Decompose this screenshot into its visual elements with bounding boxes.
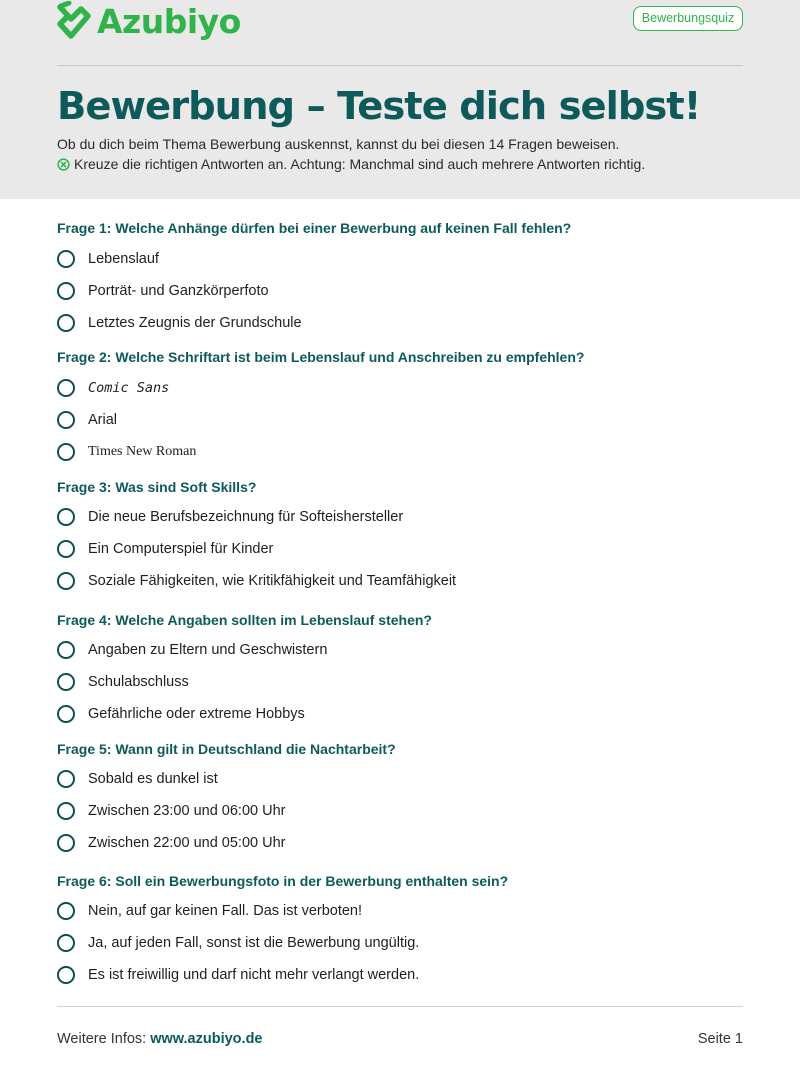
radio-button[interactable] [57,902,75,920]
answer-label: Schulabschluss [88,674,189,690]
instruction-label: Kreuze die richtigen Antworten an. Achtung: Manchmal sind auch mehrere Antworten richtig. [74,156,646,172]
radio-button[interactable] [57,508,75,526]
quiz-badge: Bewerbungsquiz [633,6,743,31]
answer-label: Lebenslauf [88,251,159,267]
radio-button[interactable] [57,540,75,558]
answer-label: Die neue Berufsbezeichnung für Softeishersteller [88,509,404,525]
answer-label: Soziale Fähigkeiten, wie Kritikfähigkeit und Teamfähigkeit [88,573,457,589]
answer-label: Angaben zu Eltern und Geschwistern [88,642,328,658]
question-5-answer-2[interactable] [57,801,286,821]
radio-button[interactable] [57,282,75,300]
answer-label: Zwischen 22:00 und 05:00 Uhr [88,835,286,851]
answer-label: Sobald es dunkel ist [88,771,218,787]
question-4-answer-2[interactable] [57,672,189,692]
page-header [0,0,800,199]
brand-name: Azubiyo [97,1,241,41]
question-2-answer-3[interactable] [57,442,196,462]
azubiyo-logo-icon [57,1,91,41]
website-link[interactable]: www.azubiyo.de [150,1031,263,1047]
answer-label: Porträt- und Ganzkörperfoto [88,283,269,299]
header-divider [57,65,743,66]
radio-button[interactable] [57,411,75,429]
page-number: Seite 1 [697,1031,743,1047]
radio-button[interactable] [57,834,75,852]
radio-button[interactable] [57,250,75,268]
question-3-answer-2[interactable] [57,539,273,559]
question-1-title: Frage 1: Welche Anhänge dürfen bei einer Bewerbung auf keinen Fall fehlen? [57,220,572,236]
question-3-answer-3[interactable] [57,571,456,591]
question-4-title: Frage 4: Welche Angaben sollten im Lebenslauf stehen? [57,612,432,628]
question-5-title: Frage 5: Wann gilt in Deutschland die Nachtarbeit? [57,741,396,757]
circle-x-icon [57,158,70,171]
radio-button[interactable] [57,572,75,590]
question-1-answer-3[interactable] [57,313,302,333]
question-1-answer-1[interactable] [57,249,159,269]
radio-button[interactable] [57,443,75,461]
question-2-title: Frage 2: Welche Schriftart ist beim Lebenslauf und Anschreiben zu empfehlen? [57,349,585,365]
question-5-answer-3[interactable] [57,833,286,853]
radio-button[interactable] [57,966,75,984]
footer-info-label: Weitere Infos: [57,1031,147,1047]
radio-button[interactable] [57,934,75,952]
radio-button[interactable] [57,314,75,332]
answer-label: Comic Sans [88,380,170,396]
question-2-answer-1[interactable] [57,378,169,398]
answer-label: Es ist freiwillig und darf nicht mehr verlangt werden. [88,967,420,983]
question-6-answer-3[interactable] [57,965,419,985]
instruction-text [57,156,645,172]
radio-button[interactable] [57,705,75,723]
question-3-answer-1[interactable] [57,507,403,527]
answer-label: Arial [88,412,118,428]
answer-label: Zwischen 23:00 und 06:00 Uhr [88,803,286,819]
answer-label: Times New Roman [88,444,197,459]
radio-button[interactable] [57,673,75,691]
answer-label: Ja, auf jeden Fall, sonst ist die Bewerbung ungültig. [88,935,420,951]
question-6-answer-2[interactable] [57,933,419,953]
question-4-answer-1[interactable] [57,640,327,660]
question-6-title: Frage 6: Soll ein Bewerbungsfoto in der Bewerbung enthalten sein? [57,873,509,889]
radio-button[interactable] [57,770,75,788]
answer-label: Nein, auf gar keinen Fall. Das ist verboten! [88,903,363,919]
page-title: Bewerbung – Teste dich selbst! [57,84,701,129]
question-1-answer-2[interactable] [57,281,269,301]
radio-button[interactable] [57,802,75,820]
intro-text: Ob du dich beim Thema Bewerbung auskennst, kannst du bei diesen 14 Fragen beweisen. [57,136,620,152]
footer-divider [57,1006,743,1007]
question-3-title: Frage 3: Was sind Soft Skills? [57,479,257,495]
question-6-answer-1[interactable] [57,901,362,921]
question-2-answer-2[interactable] [57,410,117,430]
footer-info [57,1031,263,1047]
radio-button[interactable] [57,641,75,659]
question-4-answer-3[interactable] [57,704,305,724]
answer-label: Ein Computerspiel für Kinder [88,541,274,557]
answer-label: Gefährliche oder extreme Hobbys [88,706,305,722]
radio-button[interactable] [57,379,75,397]
brand-logo[interactable] [57,0,241,42]
answer-label: Letztes Zeugnis der Grundschule [88,315,302,331]
question-5-answer-1[interactable] [57,769,218,789]
